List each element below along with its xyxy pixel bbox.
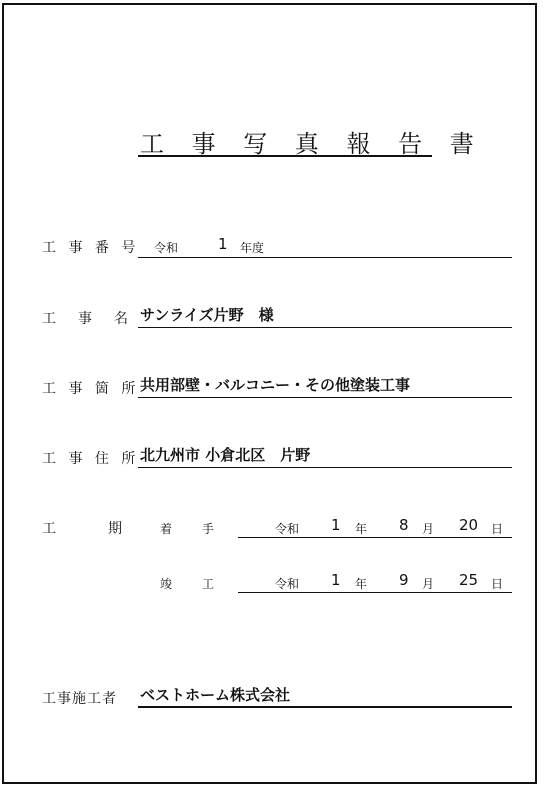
bango-underline — [138, 257, 512, 258]
end-year: 1 — [331, 571, 341, 589]
address-label: 工 事 住 所 — [42, 451, 140, 467]
start-era: 令和 — [275, 522, 300, 536]
start-day: 20 — [459, 516, 479, 534]
start-underline — [238, 537, 512, 538]
start-nen: 年 — [355, 522, 368, 536]
place-underline — [138, 397, 512, 398]
name-label: 工 事 名 — [42, 311, 132, 327]
document-title: 工 事 写 真 報 告 書 — [140, 130, 484, 158]
name-value: サンライズ片野 様 — [140, 306, 274, 324]
period-label-left: 工 — [42, 521, 60, 537]
contractor-label: 工事施工者 — [42, 691, 117, 707]
address-underline — [138, 467, 512, 468]
end-hi: 日 — [491, 577, 504, 591]
bango-year: 1 — [218, 235, 228, 253]
start-year: 1 — [331, 516, 341, 534]
end-day: 25 — [459, 571, 479, 589]
end-nen: 年 — [355, 577, 368, 591]
address-value: 北九州市 小倉北区 片野 — [140, 446, 311, 464]
end-month: 9 — [399, 571, 409, 589]
start-tsuki: 月 — [422, 522, 435, 536]
end-underline — [238, 592, 512, 593]
start-label: 着 手 — [160, 522, 217, 536]
end-label: 竣 工 — [160, 577, 217, 591]
start-hi: 日 — [491, 522, 504, 536]
period-label-right: 期 — [108, 521, 126, 537]
name-underline — [138, 327, 512, 328]
bango-label: 工 事 番 号 — [42, 240, 140, 256]
place-value: 共用部壁・バルコニー・その他塗装工事 — [140, 376, 411, 394]
end-era: 令和 — [275, 577, 300, 591]
place-label: 工 事 箇 所 — [42, 381, 140, 397]
contractor-value: ベストホーム株式会社 — [140, 686, 291, 704]
contractor-underline — [138, 706, 512, 708]
start-month: 8 — [399, 516, 409, 534]
bango-suffix: 年度 — [240, 241, 265, 255]
title-underline — [138, 155, 432, 157]
end-tsuki: 月 — [422, 577, 435, 591]
bango-era: 令和 — [154, 241, 179, 255]
